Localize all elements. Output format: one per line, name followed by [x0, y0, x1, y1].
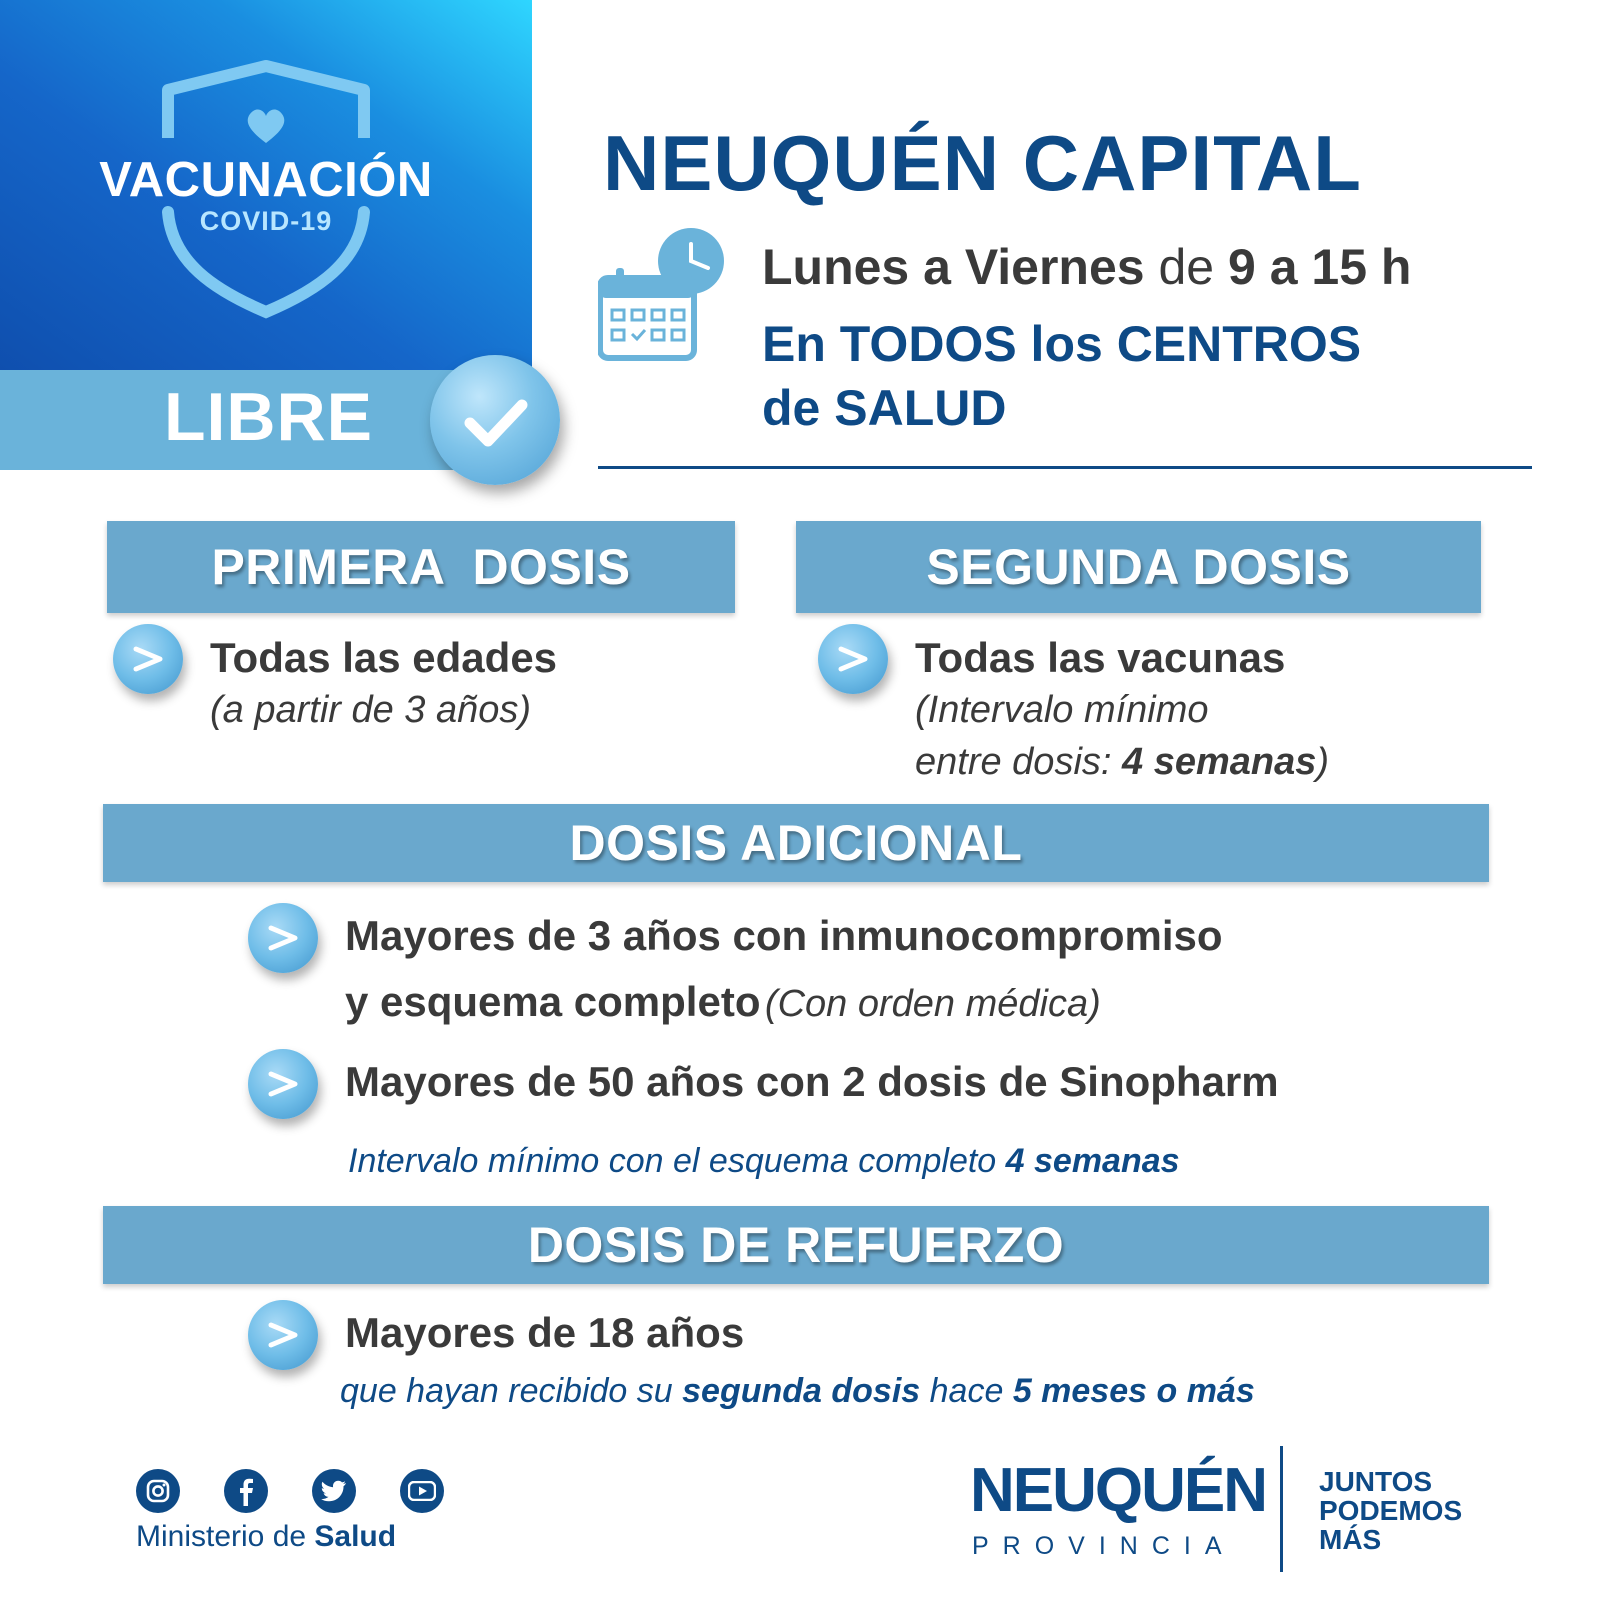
checkmark-icon — [430, 355, 560, 485]
refuerzo-note-months: 5 meses o más — [1012, 1372, 1255, 1410]
schedule-line — [762, 238, 1411, 296]
schedule-hours: 9 a 15 h — [1228, 239, 1412, 295]
badge-subtitle: COVID-19 — [199, 206, 333, 236]
calendar-clock-icon — [598, 226, 728, 361]
twitter-icon[interactable] — [312, 1469, 356, 1513]
primera-item-note: (a partir de 3 años) — [210, 689, 532, 731]
adicional-interval-note — [348, 1142, 1180, 1181]
section-bar-segunda — [796, 521, 1481, 613]
province-logo-name: NEUQUÉN — [970, 1456, 1267, 1525]
slogan-line-1: JUNTOS — [1319, 1466, 1433, 1497]
centers-text — [762, 312, 1361, 440]
badge-title: VACUNACIÓN — [99, 153, 433, 207]
brand-divider — [1280, 1446, 1283, 1572]
adicional-item1-note: (Con orden médica) — [764, 983, 1101, 1025]
header-divider — [598, 466, 1532, 469]
city-title: NEUQUÉN CAPITAL — [603, 119, 1362, 207]
section-bar-adicional — [103, 804, 1489, 882]
facebook-icon[interactable] — [224, 1469, 268, 1513]
section-title-refuerzo: DOSIS DE REFUERZO — [527, 1217, 1065, 1273]
refuerzo-note-dose: segunda dosis — [682, 1372, 921, 1410]
slogan-line-2: PODEMOS — [1319, 1495, 1463, 1526]
adicional-item1-text: y esquema completo — [345, 978, 761, 1025]
libre-label: LIBRE — [164, 379, 373, 455]
arrow-bullet-icon — [248, 1300, 318, 1370]
schedule-connector: de — [1158, 239, 1215, 295]
arrow-bullet-icon — [818, 624, 888, 694]
adicional-item1-line1: Mayores de 3 años con inmunocompromiso — [345, 912, 1223, 959]
segunda-note-post: ) — [1316, 741, 1330, 783]
refuerzo-note-pre: que hayan recibido su — [340, 1372, 683, 1410]
vaccination-badge — [0, 0, 532, 370]
ministry-name: Salud — [314, 1520, 397, 1553]
section-bar-primera — [107, 521, 735, 613]
segunda-item-main: Todas las vacunas — [915, 634, 1286, 681]
slogan-line-3: MÁS — [1319, 1524, 1382, 1555]
slogan — [1319, 1467, 1462, 1554]
primera-item-main: Todas las edades — [210, 634, 558, 681]
adicional-interval-pre: Intervalo mínimo con el esquema completo — [348, 1142, 1006, 1180]
arrow-bullet-icon — [113, 624, 183, 694]
section-bar-refuerzo — [103, 1206, 1489, 1284]
instagram-icon[interactable] — [136, 1469, 180, 1513]
adicional-item1-line2 — [345, 978, 1101, 1026]
section-title-primera: PRIMERA DOSIS — [211, 539, 631, 595]
adicional-interval-value: 4 semanas — [1005, 1142, 1180, 1180]
refuerzo-note-mid: hace — [920, 1372, 1013, 1410]
centers-line-2: de SALUD — [762, 380, 1007, 436]
arrow-bullet-icon — [248, 903, 318, 973]
heart-icon — [248, 110, 285, 143]
section-title-adicional: DOSIS ADICIONAL — [569, 815, 1023, 871]
schedule-days: Lunes a Viernes — [762, 239, 1145, 295]
section-title-segunda: SEGUNDA DOSIS — [926, 539, 1351, 595]
segunda-note-pre: entre dosis: — [915, 741, 1122, 783]
segunda-note-interval: 4 semanas — [1122, 741, 1317, 783]
province-logo-subtitle: PROVINCIA — [972, 1532, 1236, 1560]
checkmark-badge — [430, 355, 560, 485]
ministry-prefix: Ministerio de — [136, 1520, 315, 1553]
segunda-note-line-2 — [915, 741, 1329, 784]
segunda-note-line-1: (Intervalo mínimo — [915, 689, 1209, 731]
arrow-bullet-icon — [248, 1049, 318, 1119]
youtube-icon[interactable] — [400, 1469, 444, 1513]
centers-line-1: En TODOS los CENTROS — [762, 316, 1362, 372]
refuerzo-item: Mayores de 18 años — [345, 1309, 745, 1356]
adicional-item2: Mayores de 50 años con 2 dosis de Sinopharm — [345, 1058, 1279, 1105]
refuerzo-note — [340, 1372, 1255, 1411]
ministry-label — [136, 1520, 396, 1554]
